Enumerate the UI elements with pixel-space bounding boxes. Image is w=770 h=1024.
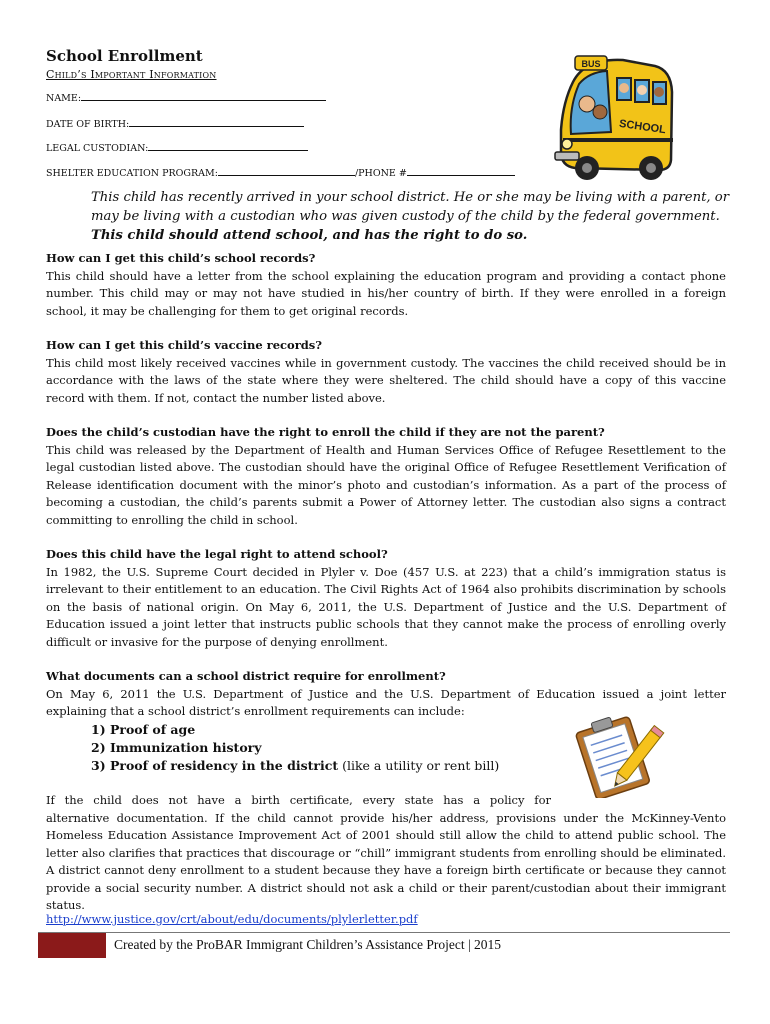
intro-bold-text: This child should attend school, and has the right to do so. xyxy=(91,228,528,243)
section-body: This child was released by the Department of Health and Human Services Office of Refugee Resettlement to the legal custodian listed above. The custodian should have the original Office of Refugee Resettlement Verification of Release identification document with the minor’s photo and custodian’s information. As a part of the process of becoming a custodian, the child’s parents submit a Power of Attorney letter. The custodian also signs a contract committing to enrolling the child in school. xyxy=(46,442,726,527)
bus-sign-text: BUS xyxy=(581,59,601,69)
section-subtitle: Child’s Important Information xyxy=(46,68,217,81)
requirement-age: 1) Proof of age xyxy=(91,722,196,737)
requirement-residency: 3) Proof of residency in the district xyxy=(91,758,339,773)
intro-text: This child has recently arrived in your school district. He or she may be living with a parent, or may be living with a custodian who was given custody of the child by the federal government. xyxy=(91,190,730,224)
program-blank[interactable] xyxy=(218,165,355,176)
section-heading: How can I get this child’s school records? xyxy=(46,251,316,265)
section-heading: What documents can a school district require for enrollment? xyxy=(46,669,446,683)
custodian-field xyxy=(46,140,308,154)
name-label: NAME: xyxy=(46,93,82,104)
custodian-blank[interactable] xyxy=(148,140,308,151)
section-body: On May 6, 2011 the U.S. Department of Justice and the U.S. Department of Education issued a joint letter explaining that a school district’s enrollment requirements can include: xyxy=(46,686,726,718)
dob-blank[interactable] xyxy=(129,116,304,127)
footer-accent-box xyxy=(38,933,106,958)
section-body: In 1982, the U.S. Supreme Court decided in Plyler v. Doe (457 U.S. at 223) that a child’s immigration status is irrelevant to their entitlement to an education. The Civil Rights Act of 1964 also prohibits discrimination by schools on the basis of national origin. On May 6, 2011, the U.S. Department of Justice and the U.S. Department of Education issued a joint letter that instructs public schools that they cannot make the process of enrolling overly difficult or invasive for the purpose of denying enrollment. xyxy=(46,564,726,649)
section-records xyxy=(46,250,726,320)
intro-paragraph xyxy=(91,188,731,245)
closing-paragraph xyxy=(46,792,726,915)
dob-field xyxy=(46,116,304,130)
program-label: SHELTER EDUCATION PROGRAM: xyxy=(46,168,218,179)
section-heading: How can I get this child’s vaccine records? xyxy=(46,338,323,352)
section-heading: Does the child’s custodian have the right to enroll the child if they are not the parent? xyxy=(46,425,605,439)
footer-credit: Created by the ProBAR Immigrant Children’s Assistance Project | 2015 xyxy=(114,937,502,952)
school-bus-illustration xyxy=(545,52,680,184)
phone-blank[interactable] xyxy=(407,165,515,176)
name-blank[interactable] xyxy=(81,90,326,101)
plyler-letter-link[interactable]: http://www.justice.gov/crt/about/edu/documents/plylerletter.pdf xyxy=(46,912,418,926)
section-heading: Does this child have the legal right to attend school? xyxy=(46,547,388,561)
name-field xyxy=(46,90,326,104)
footer-divider xyxy=(38,932,730,933)
requirements-list xyxy=(91,721,499,775)
section-body: This child should have a letter from the school explaining the education program and providing a contact phone number. This child may or may not have studied in his/her country of birth. If they were enrolled in a foreign school, it may be challenging for them to get original records. xyxy=(46,268,726,318)
section-body: This child most likely received vaccines while in government custody. The vaccines the child received should be in accordance with the laws of the state where they were sheltered. The child should have a copy of this vaccine record with them. If not, contact the number listed above. xyxy=(46,355,726,405)
phone-label: /PHONE # xyxy=(354,168,407,179)
section-vaccines xyxy=(46,337,726,407)
requirement-residency-note: (like a utility or rent bill) xyxy=(338,758,500,773)
custodian-label: LEGAL CUSTODIAN: xyxy=(46,143,149,154)
list-item xyxy=(91,757,499,775)
list-item xyxy=(91,721,499,739)
closing-body: alternative documentation. If the child cannot provide his/her address, provisions under the McKinney-Vento Homeless Education Assistance Improvement Act of 2001 should still allow the child to attend public school. The letter also clarifies that practices that discourage or “chill” immigrant students from enrolling should be eliminated. A district cannot deny enrollment to a student because they have a foreign birth certificate or because they cannot provide a social security number. A district should not ask a child or their parent/custodian about their immigrant status. xyxy=(46,810,726,912)
requirement-immunization: 2) Immunization history xyxy=(91,740,262,755)
clipboard-illustration xyxy=(566,712,666,798)
section-legal-right xyxy=(46,546,726,651)
program-field xyxy=(46,165,515,179)
section-custodian xyxy=(46,424,726,529)
school-sign-text: SCHOOL xyxy=(618,117,667,137)
page-title: School Enrollment xyxy=(46,47,203,65)
dob-label: DATE OF BIRTH: xyxy=(46,119,130,130)
list-item xyxy=(91,739,499,757)
closing-first-line: If the child does not have a birth certificate, every state has a policy for xyxy=(46,793,551,807)
